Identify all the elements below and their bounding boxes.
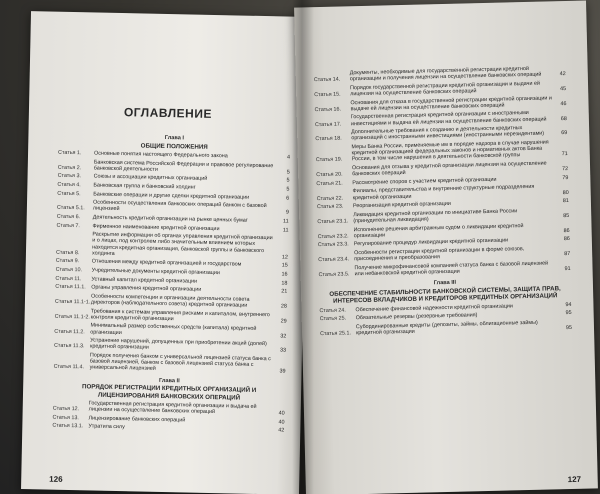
toc-entry-label: Статья 1. [58,149,82,157]
toc-entry-title: Основания для отзыва у кредитной организации лицензии на осуществление банковских операций [351,160,547,178]
toc-entry-label: Статья 12. [52,405,80,413]
chapter-3-heading [319,277,571,306]
toc-entry-title: Порядок получения банком с универсальной лицензией статуса банка с базовой лицензией, банком с базовой лицензией статуса банка с универсальной лицензией [89,352,271,373]
toc-entry-page: 4 [286,154,291,161]
toc-entry-title: Реорганизация кредитной организации [352,201,451,210]
toc-entry-title: Утратила силу [88,423,125,431]
toc-entry-title: Союзы и ассоциации кредитных организаций [93,173,208,183]
toc-entry [54,352,286,375]
toc-entry-page: 91 [564,265,571,273]
toc-entry-title: Государственная регистрация кредитной организации и выдача ей лицензии на осуществление банковских операций [88,400,257,416]
toc-entry-label: Статья 13.1. [52,423,84,430]
toc-entry-label: Статья 11.3. [53,343,85,350]
toc-entry-page: 32 [280,332,287,340]
toc-entry-label: Статья 25. [319,315,347,323]
toc-entry-page: 95 [565,310,572,317]
toc-entry-label: Статья 4. [57,181,81,189]
toc-entry-label: Статья 10. [55,266,83,274]
toc-entry-title: Устранение нарушений, допущенных при приобретении акций (долей) кредитной организации [89,337,267,352]
toc-entry-title: Особенности регистрации кредитной организации в форме союзов, присоединения и преобразования [354,246,525,263]
toc-entry-label: Статья 3. [57,173,82,180]
toc-entry-title: Банковские операции и другие сделки кредитной организации [93,191,250,201]
chapter-3-number: Глава III [433,279,457,287]
toc-entry-title: Меры Банка России, применяемые им в порядке надзора в случае нарушения кредитной организацией федеральных законов и нормативных актов Банка России, в том числе нарушения в деятельности банковской группы [351,139,549,163]
toc-entry-page: 86 [563,227,570,234]
toc-entry-label: Статья 18. [315,135,342,143]
toc-entry-title: Минимальный размер собственных средств (капитала) кредитной организации [90,322,257,336]
toc-entry-title: Обеспечение финансовой надежности кредитной организации [355,303,513,313]
toc-entry-page: 42 [559,71,566,78]
toc-entry-title: Получение микрофинансовой компанией статуса банка с базовой лицензией или небанковской кредитной организации [354,260,549,278]
toc-entry-title: Государственная регистрация кредитной организации с иностранными инвестициями и выдача ей лицензии на осуществление банковских операций [350,110,547,127]
toc-entry-title: Лицензирование банковских операций [88,415,186,424]
toc-entry-title: Филиалы, представительства и внутренние структурные подразделения кредитной организации [352,184,535,201]
toc-entry-label: Статья 17. [314,121,342,128]
toc-entry-title: Деятельность кредитной организации на рынке ценных бумаг [92,214,248,224]
toc-entry-title: Обязательные резервы (резервные требования) [355,312,478,322]
toc-entry-page: 87 [564,251,571,258]
toc-entry-label: Статья 23. [316,203,344,211]
toc-entry-title: Исполнение решения арбитражным судом о ликвидации кредитной организации [353,222,524,240]
toc-entry-page: 42 [278,427,285,434]
page-number-left: 126 [49,474,63,484]
toc-title: ОГЛАВЛЕНИЕ [123,105,213,121]
toc-entry-page: 46 [560,100,567,107]
chapter-2-rows [52,400,285,434]
toc-entry-label: Статья 5.1. [56,205,85,212]
toc-entry-title: Основания для отказа в государственной регистрации кредитной организации и выдаче ей лицензии на осуществление банковских операций [350,94,552,113]
toc-entry-title: Раскрытие информации об органах управления кредитной организации и о лицах, под контролем либо значительным влиянием которых находится кредитная организация, банковской группы и банковского холдинга [91,231,273,257]
toc-entry-title: Регулирование процедур ликвидации кредитной организации [353,237,509,248]
toc-entry-page: 9 [285,209,289,216]
toc-entry-label: Статья 16. [314,106,342,113]
toc-entry-title: Дополнительные требования к созданию и деятельности кредитных организаций с иностранными инвестициями (иностранными нерезидентами) [351,125,545,142]
toc-entry-label: Статья 9. [55,258,80,265]
toc-entry-page: 12 [281,254,288,261]
toc-entry-page: 68 [560,115,567,122]
toc-entry-page: 33 [279,347,287,354]
toc-entry-title: Учредительные документы кредитной организации [91,267,220,277]
toc-entry-page: 86 [563,236,570,243]
toc-entry-label: Статья 13. [52,414,79,422]
toc-entry-page: 5 [286,186,290,193]
toc-entry-page: 21 [281,288,288,295]
toc-entry-page: 95 [565,324,573,332]
toc-entry-label: Статья 23.1. [317,218,349,226]
chapter-1-rows [54,150,291,375]
toc-entry-page: 11 [283,218,289,225]
toc-entry-title: Особенности компетенции и организации деятельности совета директоров (наблюдательного совета) кредитной организации [90,293,250,309]
toc-entry [56,231,288,261]
toc-entry-label: Статья 11.2. [54,328,85,335]
toc-entry-page: 81 [562,198,569,205]
toc-entry-page: 28 [280,303,287,310]
toc-entry-title: Субординированные кредиты (депозиты, займы, облигационные займы) кредитной организации [355,319,538,337]
toc-entry-page: 16 [281,271,288,278]
toc-entry-label: Статья 22. [316,195,344,202]
toc-entry-label: Статья 19. [315,156,343,164]
toc-entry-title: Банковская система Российской Федерации и правовое регулирование банковской деятельности [93,159,274,173]
chapter-1-title: ОБЩИЕ ПОЛОЖЕНИЯ [140,141,208,151]
right-toc-entries [314,65,572,340]
toc-entry-page: 5 [286,177,290,184]
toc-entry-page: 29 [280,318,287,325]
chapter-3-rows [319,302,572,338]
toc-entry-page: 40 [278,410,285,417]
toc-entry-page: 5 [286,169,290,176]
toc-entry-label: Статья 23.3. [317,241,349,249]
toc-entry-page: 45 [560,86,567,93]
page-number-right: 127 [567,474,582,485]
toc-entry-label: Статья 24. [319,307,346,314]
right-page [294,1,598,494]
toc-entry-title: Требования к системам управления рисками и капиталом, внутреннего контроля кредитной организации [90,307,270,322]
toc-entry-page: 40 [278,419,285,426]
book-gutter-shadow [292,0,314,494]
toc-entry-label: Статья 11.1. [55,283,86,291]
toc-entry-page: 94 [565,301,572,308]
toc-entry-title: Рассмотрение споров с участием кредитной организации [352,176,497,187]
toc-entry-title: Банковская группа и банковский холдинг [93,182,196,191]
toc-entry-title: Уставный капитал кредитной организации [91,276,198,285]
toc-entry-page: 72 [562,166,569,173]
toc-entry-label: Статья 23.2. [317,233,349,240]
toc-entry-title: Фирменное наименование кредитной организации [92,223,220,232]
toc-entry-label: Статья 11.1-1. [54,298,91,306]
toc-entry-label: Статья 11. [55,275,82,282]
toc-entry-page: 69 [561,130,568,137]
toc-entry-label: Статья 23.4. [318,256,350,264]
toc-entry-title: Документы, необходимые для государственной регистрации кредитной организации и получения лицензии на осуществление банковских операций [349,65,542,83]
chapter-2-title: ПОРЯДОК РЕГИСТРАЦИИ КРЕДИТНЫХ ОРГАНИЗАЦИЙ И ЛИЦЕНЗИРОВАНИЯ БАНКОВСКИХ ОПЕРАЦИЙ [81,383,257,402]
toc-entry-title: Основные понятия настоящего Федерального закона [94,150,228,160]
right-top-rows [314,65,571,278]
toc-entry-label: Статья 6. [56,213,81,221]
toc-entry-page: 39 [279,368,286,375]
toc-entry-label: Статья 5. [57,190,81,197]
chapter-1-number: Глава I [164,134,185,142]
toc-entry-label: Статья 11.4. [53,364,85,371]
left-page [21,11,309,494]
toc-entry-page: 6 [286,195,290,202]
toc-entry-label: Статья 25.1. [319,330,352,338]
toc-entry-page: 18 [281,279,288,287]
chapter-2-heading [53,375,285,402]
toc-entry-title: Особенности осуществления банковских операций банком с базовой лицензией [92,199,267,213]
toc-entry-label: Статья 2. [57,164,82,172]
toc-entry-page: 80 [562,189,569,196]
toc-entry-label: Статья 15. [314,91,341,99]
toc-entry-title: Органы управления кредитной организации [91,284,202,293]
toc-entry-label: Статья 11.1-2. [54,313,90,321]
toc-entry-label: Статья 23.5. [318,271,350,279]
left-toc-entries [52,130,290,437]
toc-entry-label: Статья 8. [55,249,80,256]
toc-entry-label: Статья 7. [56,222,80,229]
toc-entry-page: 85 [563,212,570,220]
toc-entry-title: Ликвидация кредитной организации по инициативе Банка России (принудительная ликвидация) [353,208,518,225]
toc-entry-label: Статья 20. [316,171,343,179]
chapter-3-title: ОБЕСПЕЧЕНИЕ СТАБИЛЬНОСТИ БАНКОВСКОЙ СИСТЕМЫ, ЗАЩИТА ПРАВ, ИНТЕРЕСОВ ВКЛАДЧИКОВ И КРЕДИТОРОВ КРЕДИТНЫХ ОРГАНИЗАЦИЙ [329,284,561,305]
toc-entry-page: 11 [282,227,289,234]
toc-entry-page: 71 [561,151,568,158]
toc-entry-page: 15 [281,262,288,269]
toc-entry-title: Порядок государственной регистрации кредитной организации и выдачи ей лицензии на осуществление банковских операций [349,80,541,98]
toc-entry-label: Статья 14. [313,76,341,84]
toc-entry-page: 79 [562,174,569,181]
toc-entry-label: Статья 21. [316,180,343,187]
toc-entry-title: Отношения между кредитной организацией и государством [91,258,242,268]
chapter-2-number: Глава II [158,377,180,384]
